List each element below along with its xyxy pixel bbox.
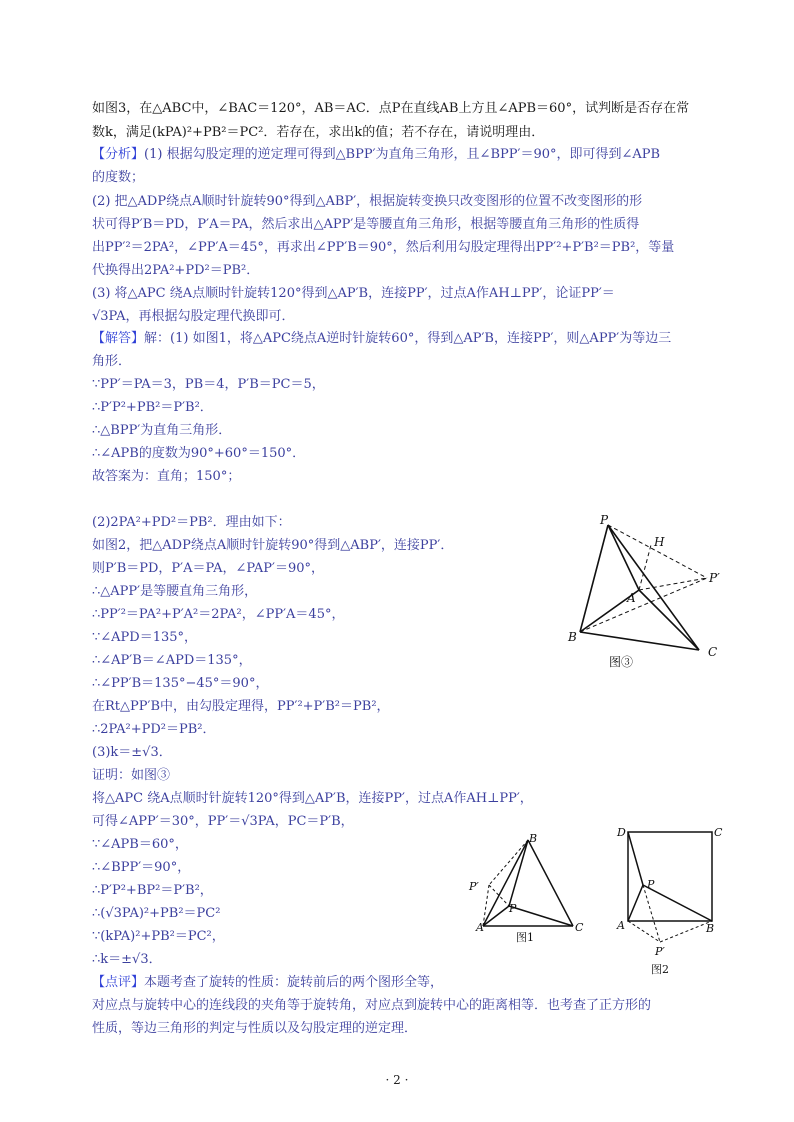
- answer2-line-17: ∴P′P²+BP²＝P′B²，: [92, 883, 213, 898]
- analysis-line-4: 状可得P′B＝PD，P′A＝PA，然后求出△APP′是等腰直角三角形，根据等腰直角三角形的性质得: [92, 217, 640, 232]
- fig1-caption: 图1: [516, 931, 534, 944]
- fig3-label-p: P: [600, 513, 609, 527]
- fig3-label-h: H: [654, 535, 665, 549]
- fig1-label-b: B: [529, 832, 538, 845]
- answer2-line-19: ∵(kPA)²+PB²＝PC²，: [92, 929, 225, 944]
- answer2-line-15: ∵∠APB＝60°，: [92, 837, 188, 852]
- comment-line-3: 性质，等边三角形的判定与性质以及勾股定理的逆定理．: [92, 1021, 418, 1036]
- answer-line-2: 角形．: [92, 354, 132, 369]
- answer2-line-7: ∴∠AP′B＝∠APD＝135°，: [92, 653, 252, 668]
- answer-line-1: 【解答】解：(1) 如图1，将△APC绕点A逆时针旋转60°，得到△AP′B，连接PP′，则△APP′为等边三: [92, 331, 672, 346]
- fig1-label-a: A: [476, 921, 484, 934]
- answer2-line-10: ∴2PA²+PD²＝PB²．: [92, 722, 216, 737]
- answer2-line-18: ∴(√3PA)²+PB²＝PC²: [92, 906, 221, 921]
- analysis-line-6: 代换得出2PA²+PD²＝PB²．: [92, 263, 260, 278]
- answer2-line-5: ∴PP′²＝PA²+P′A²＝2PA²，∠PP′A＝45°，: [92, 607, 345, 622]
- answer2-line-2: 如图2，把△ADP绕点A顺时针旋转90°得到△ABP′，连接PP′．: [92, 538, 454, 553]
- answer-line-7: 故答案为：直角；150°；: [92, 469, 241, 484]
- figure-1: [466, 826, 590, 950]
- answer-line-3: ∵PP′＝PA＝3，PB＝4，P′B＝PC＝5，: [92, 377, 325, 392]
- fig2-label-p: P: [647, 878, 655, 891]
- analysis-line-8: √3PA，再根据勾股定理代换即可．: [92, 309, 295, 324]
- answer-line-4: ∴P′P²+PB²＝P′B²．: [92, 400, 213, 415]
- fig1-label-p: P: [509, 902, 517, 915]
- fig3-label-c: C: [708, 645, 718, 659]
- fig2-label-pp: P′: [655, 945, 665, 958]
- answer2-line-8: ∴∠PP′B＝135°−45°＝90°，: [92, 676, 269, 691]
- fig2-label-b: B: [706, 922, 715, 935]
- fig1-label-c: C: [575, 921, 584, 934]
- fig2-label-d: D: [617, 826, 626, 839]
- figure-3: [560, 510, 740, 670]
- figure-2: [610, 820, 730, 980]
- answer2-line-3: 则P′B＝PD，P′A＝PA，∠PAP′＝90°，: [92, 561, 325, 576]
- analysis-line-1: 【分析】(1) 根据勾股定理的逆定理可得到△BPP′为直角三角形，且∠BPP′＝90°，即可得到∠APB: [92, 147, 661, 162]
- fig2-caption: 图2: [651, 963, 669, 976]
- fig2-label-c: C: [714, 826, 723, 839]
- answer2-line-4: ∴△APP′是等腰直角三角形，: [92, 584, 258, 599]
- answer2-line-16: ∴∠BPP′＝90°，: [92, 860, 191, 875]
- answer2-line-1: (2)2PA²+PD²＝PB²．理由如下：: [92, 515, 291, 530]
- fig1-label-pp: P′: [469, 880, 479, 893]
- page-number: · 2 ·: [385, 1073, 409, 1087]
- fig3-caption: 图③: [609, 655, 634, 669]
- fig3-label-a: A: [627, 591, 636, 605]
- answer2-line-13: 将△APC 绕A点顺时针旋转120°得到△AP′B，连接PP′，过点A作AH⊥PP′，: [92, 791, 533, 806]
- answer-tag: 【解答】: [92, 331, 145, 346]
- problem-line-1: 如图3，在△ABC中，∠BAC＝120°，AB＝AC．点P在直线AB上方且∠APB＝60°，试判断是否存在常: [92, 101, 690, 116]
- analysis-line-7: (3) 将△APC 绕A点顺时针旋转120°得到△AP′B，连接PP′，过点A作AH⊥PP′，论证PP′＝: [92, 286, 615, 301]
- comment-line-2: 对应点与旋转中心的连线段的夹角等于旋转角，对应点到旋转中心的距离相等．也考查了正方形的: [92, 998, 652, 1013]
- answer2-line-6: ∵∠APD＝135°，: [92, 630, 198, 645]
- answer2-line-9: 在Rt△PP′B中，由勾股定理得，PP′²+P′B²＝PB²，: [92, 699, 390, 714]
- analysis-line-3: (2) 把△ADP绕点A顺时针旋转90°得到△ABP′，根据旋转变换只改变图形的位置不改变图形的形: [92, 194, 643, 209]
- analysis-line-5: 出PP′²＝2PA²，∠PP′A＝45°，再求出∠PP′B＝90°，然后利用勾股定理得出PP′²+P′B²＝PB²，等量: [92, 240, 675, 255]
- answer2-line-11: (3)k＝±√3．: [92, 745, 172, 760]
- answer2-line-20: ∴k＝±√3．: [92, 952, 162, 967]
- answer-line-6: ∴∠APB的度数为90°+60°＝150°．: [92, 446, 306, 461]
- answer2-line-14: 可得∠APP′＝30°，PP′＝√3PA，PC＝P′B，: [92, 814, 354, 829]
- fig3-label-b: B: [568, 630, 577, 644]
- analysis-line-2: 的度数；: [92, 170, 145, 185]
- answer-line-5: ∴△BPP′为直角三角形．: [92, 423, 232, 438]
- comment-tag: 【点评】: [92, 975, 145, 990]
- answer2-line-12: 证明：如图③: [92, 768, 171, 783]
- analysis-tag: 【分析】: [92, 147, 145, 162]
- comment-line-1: 【点评】本题考查了旋转的性质：旋转前后的两个图形全等，: [92, 975, 444, 990]
- fig3-label-pp: P′: [709, 571, 720, 585]
- fig2-label-a: A: [617, 919, 625, 932]
- problem-line-2: 数k，满足(kPA)²+PB²＝PC²．若存在，求出k的值；若不存在，请说明理由．: [92, 125, 545, 140]
